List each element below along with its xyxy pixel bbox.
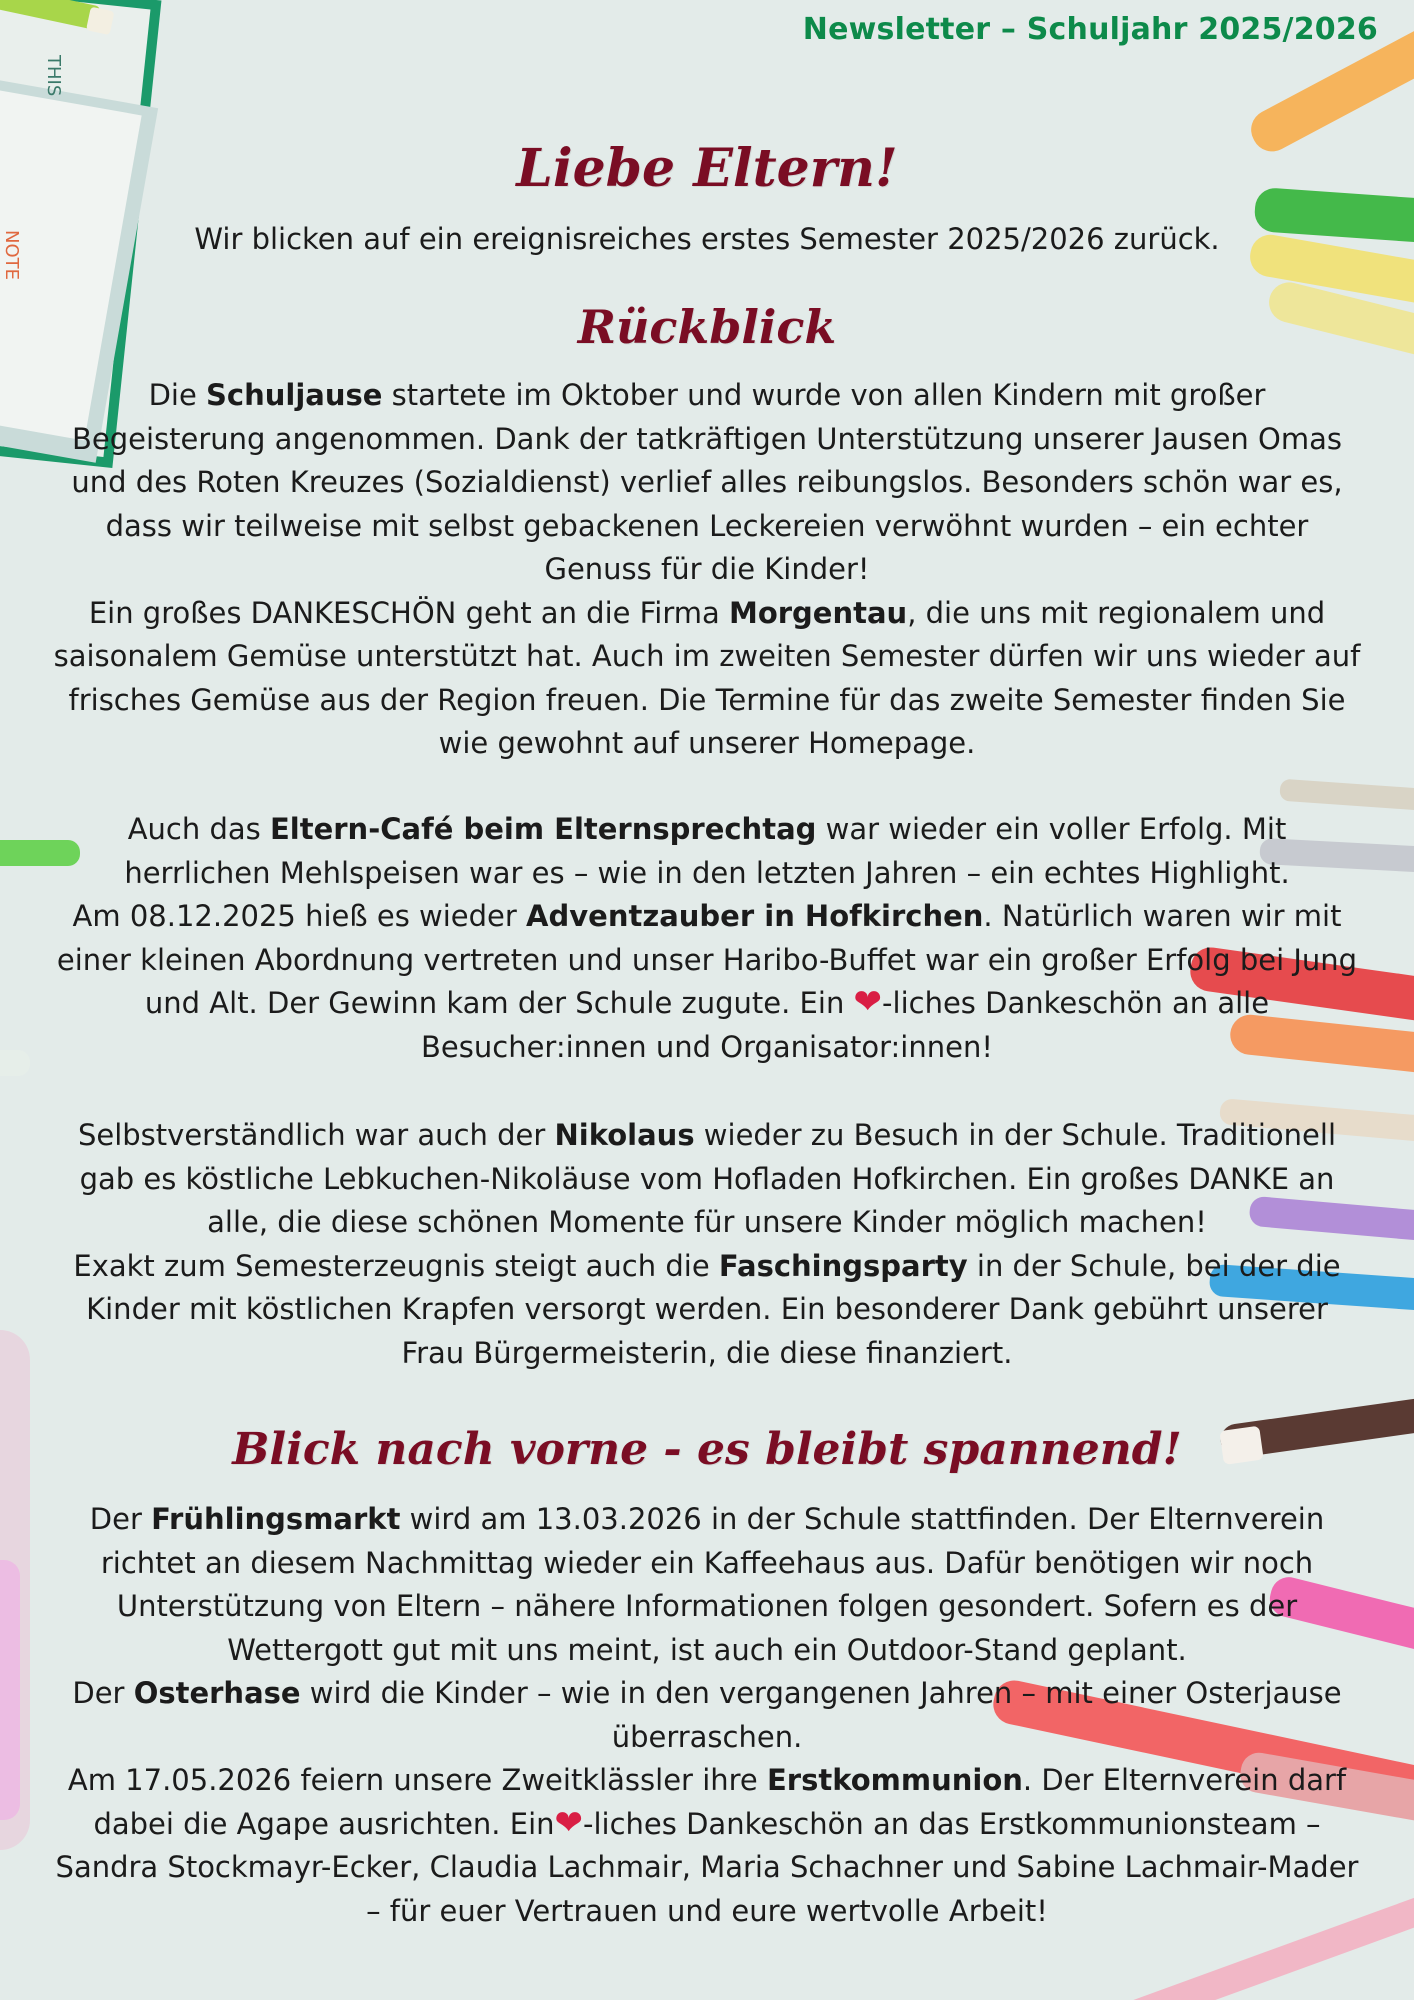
text-segment: startete im Oktober und wurde von allen Kindern mit großer Begeisterung angenommen. Dank der tatkräftigen Unterstützung unserer Jausen Omas und des Roten Kreuzes (Sozialdienst) verlief alles reibungslos. Besonders schön war es, dass wir teilweise mit selbst gebackenen Leckereien verwöhnt wurden – ein echter Genuss für die Kinder!	[71, 378, 1343, 586]
text-segment: -liches Dankeschön an alle Besucher:innen und Organisator:innen!	[421, 986, 1270, 1064]
text-segment: wird die Kinder – wie in den vergangenen Jahren – mit einer Osterjause überraschen.	[300, 1676, 1342, 1754]
outlook-heading: Blick nach vorne - es bleibt spannend!	[232, 1424, 1182, 1475]
text-segment: Der	[72, 1676, 134, 1710]
text-segment: Exakt zum Semesterzeugnis steigt auch die	[73, 1248, 719, 1283]
highlight-morgentau: Morgentau	[728, 595, 908, 630]
highlight-eltern-cafe: Eltern-Café beim Elternsprechtag	[269, 812, 817, 846]
text-segment: , die uns mit regionalem und saisonalem Gemüse unterstützt hat. Auch im zweiten Semester dürfen wir uns wieder auf frisches Gemüse aus der Region freuen. Die Termine für das zweite Semester finden Sie wie gewohnt auf unserer Homepage.	[53, 595, 1361, 760]
highlight-faschingsparty: Faschingsparty	[718, 1248, 968, 1283]
highlight-erstkommunion: Erstkommunion	[766, 1763, 1023, 1797]
review-heading: Rückblick	[577, 300, 837, 354]
notebook-label: NOTE	[1, 230, 22, 281]
text-segment: . Natürlich waren wir mit einer kleinen Abordnung vertreten und unser Haribo-Buffet war ein großer Erfolg bei Jung und Alt. Der Gewinn kam der Schule zugute. Ein	[56, 899, 1358, 1020]
highlight-nikolaus: Nikolaus	[554, 1118, 695, 1152]
text-segment: wieder zu Besuch in der Schule. Traditionell gab es köstliche Lebkuchen-Nikoläuse vom Hofladen Hofkirchen. Ein großes DANKE an alle, die diese schönen Momente für unsere Kinder möglich machen!	[79, 1118, 1337, 1239]
text-segment: war wieder ein voller Erfolg. Mit herrlichen Mehlspeisen war es – wie in den letzten Jahren – ein echtes Highlight.	[124, 812, 1290, 890]
notebook-label: THIS	[43, 55, 64, 97]
intro-paragraph: Wir blicken auf ein ereignisreiches erstes Semester 2025/2026 zurück.	[194, 222, 1220, 256]
text-segment: wird am 13.03.2026 in der Schule stattfinden. Der Elternverein richtet an diesem Nachmittag wieder ein Kaffeehaus aus. Dafür benötigen wir noch Unterstützung von Eltern – nähere Informationen folgen gesondert. Sofern es der Wettergott gut mit uns meint, ist auch ein Outdoor-Stand geplant.	[100, 1502, 1325, 1667]
review-paragraph-eltern-cafe	[52, 808, 1362, 1069]
greeting-heading: Liebe Eltern!	[516, 138, 898, 199]
heart-icon: ❤	[554, 1802, 584, 1843]
text-segment: Die	[148, 378, 207, 412]
text-segment: Am 17.05.2026 feiern unsere Zweitklässler ihre	[67, 1763, 767, 1797]
text-segment: -liches Dankeschön an das Erstkommunionsteam – Sandra Stockmayr-Ecker, Claudia Lachmair, Maria Schachner und Sabine Lachmair-Mader – für euer Vertrauen und eure wertvolle Arbeit!	[55, 1806, 1359, 1928]
text-segment: . Der Elternverein darf dabei die Agape ausrichten. Ein	[93, 1763, 1347, 1841]
highlight-adventzauber: Adventzauber in Hofkirchen	[526, 899, 984, 933]
outlook-paragraph	[52, 1498, 1362, 1933]
heart-icon: ❤	[853, 982, 883, 1022]
text-segment: Ein großes DANKESCHÖN geht an die Firma	[88, 595, 729, 630]
highlight-fruehlingsmarkt: Frühlingsmarkt	[151, 1502, 401, 1536]
text-segment: Auch das	[127, 812, 270, 846]
highlight-osterhase: Osterhase	[133, 1676, 301, 1710]
newsletter-header: Newsletter – Schuljahr 2025/2026	[802, 12, 1378, 47]
review-paragraph-schuljause	[52, 374, 1362, 766]
text-segment: in der Schule, bei der die Kinder mit köstlichen Krapfen versorgt werden. Ein besonderer Dank gebührt unserer Frau Bürgermeisterin, die diese finanziert.	[86, 1248, 1341, 1370]
highlight-schuljause: Schuljause	[206, 378, 383, 412]
text-segment: Selbstverständlich war auch der	[77, 1118, 555, 1152]
text-segment: Am 08.12.2025 hieß es wieder	[72, 899, 527, 933]
text-segment: Der	[89, 1502, 152, 1536]
review-paragraph-nikolaus	[52, 1114, 1362, 1375]
